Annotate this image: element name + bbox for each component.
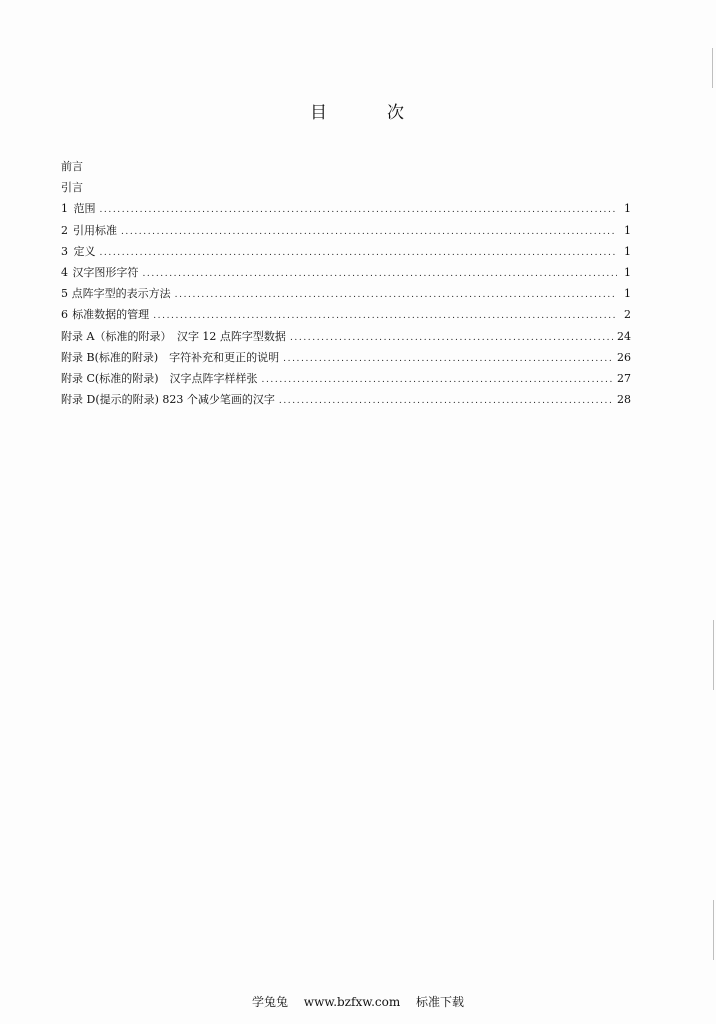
table-of-contents [61,156,631,410]
toc-entry-label: 定义 [73,244,96,258]
toc-entry-appendix-c[interactable] [61,368,631,389]
toc-entry-page: 27 [617,371,631,385]
toc-entry-page: 28 [617,393,631,407]
toc-leader-dots [99,243,617,264]
toc-leader-dots [121,222,617,243]
toc-entry-label: 点阵字型的表示方法 [71,287,171,301]
toc-entry-6[interactable] [61,304,631,325]
scan-edge-mark [712,48,713,88]
footer-site-name: 学兔兔 [251,995,288,1009]
toc-entry-label: 范围 [73,202,96,216]
toc-entry-page: 1 [624,265,631,279]
toc-entry-number: 2 [61,223,68,237]
toc-leader-dots [153,306,617,327]
toc-leader-dots [290,328,613,349]
title-char-2: 次 [387,103,406,123]
toc-entry-page: 26 [617,350,631,364]
toc-entry-3[interactable] [61,241,631,262]
toc-leader-dots [99,200,617,221]
toc-leader-dots [175,285,617,306]
page-footer [0,993,716,1010]
scan-edge-mark [713,900,714,960]
toc-entry-label: 附录 D(提示的附录) 823 个减少笔画的汉字 [61,393,275,407]
scan-edge-mark [713,620,714,690]
toc-entry-page: 2 [624,308,631,322]
toc-entry-4[interactable] [61,262,631,283]
toc-entry-appendix-d[interactable] [61,389,631,410]
toc-entry-appendix-b[interactable] [61,347,631,368]
title-char-1: 目 [310,103,329,123]
toc-entry-number: 1 [61,202,68,216]
toc-entry-appendix-a[interactable] [61,326,631,347]
toc-entry-foreword[interactable] [61,156,631,177]
toc-leader-dots [142,264,617,285]
toc-entry-page: 1 [624,202,631,216]
toc-entry-label: 附录 C(标准的附录) 汉字点阵字样样张 [61,371,258,385]
toc-entry-number: 3 [61,244,68,258]
toc-leader-dots [262,370,614,391]
footer-url-link[interactable]: www.bzfxw.com [303,995,401,1009]
toc-entry-number: 5 [61,287,68,301]
toc-entry-label: 附录 B(标准的附录) 字符补充和更正的说明 [61,350,280,364]
toc-entry-1[interactable] [61,198,631,219]
toc-entry-page: 24 [617,329,631,343]
toc-entry-label: 汉字图形字符 [72,265,139,279]
toc-entry-introduction[interactable] [61,177,631,198]
toc-entry-2[interactable] [61,220,631,241]
toc-entry-label: 引言 [61,181,83,195]
toc-entry-label: 标准数据的管理 [72,308,150,322]
toc-leader-dots [283,349,613,370]
toc-entry-number: 4 [61,265,68,279]
toc-entry-page: 1 [624,287,631,301]
toc-entry-page: 1 [624,223,631,237]
toc-entry-label: 前言 [61,160,83,173]
toc-entry-label: 引用标准 [72,223,117,237]
toc-entry-5[interactable] [61,283,631,304]
footer-tagline: 标准下载 [416,995,465,1009]
toc-entry-label: 附录 A（标准的附录） 汉字 12 点阵字型数据 [61,329,286,343]
page-title [0,98,716,123]
toc-entry-number: 6 [61,308,68,322]
toc-entry-page: 1 [624,244,631,258]
toc-leader-dots [279,391,613,412]
